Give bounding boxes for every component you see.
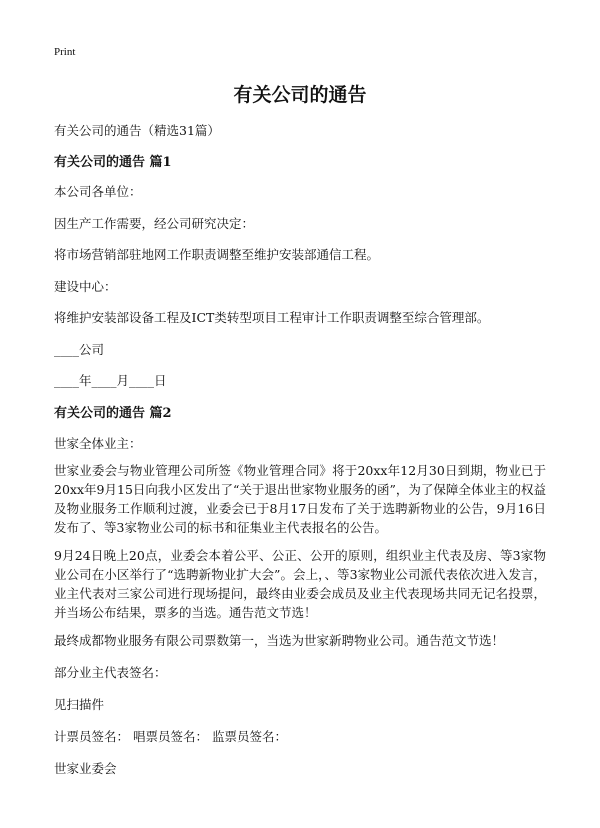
subtitle: 有关公司的通告（精选31篇） [54,123,220,138]
section-2-greeting: 世家全体业主： [54,436,142,451]
section-1-line: 将维护安装部设备工程及ICT类转型项目工程审计工作职责调整至综合管理部。 [54,310,490,325]
section-2-heading: 有关公司的通告 篇2 [54,406,172,421]
section-1-heading: 有关公司的通告 篇1 [54,155,172,170]
section-2-line: 世家业委会 [54,761,117,776]
section-1-line: 本公司各单位： [54,184,142,199]
section-2-paragraph: 最终成都物业服务有限公司票数第一，当选为世家新聘物业公司。通告范文节选！ [54,633,505,648]
section-2-paragraph: 世家业委会与物业管理公司所签《物业管理合同》将于20xx年12月30日到期，物业已于20xx年9月15日向我小区发出了“关于退出世家物业服务的函”，为了保障全体业主的权益及物业服务工作顺利过渡，业委会已于8月17日发布了关于选聘新物业的公告，9月16日发布了、等3家物业公司的标书和征集业主代表报名的公告。 [54,463,546,535]
signature-date-line: ____年____月____日 [54,373,167,388]
section-2-line: 见扫描件 [54,697,105,712]
print-label: Print [54,46,76,58]
section-1-line: 因生产工作需要，经公司研究决定： [54,216,255,231]
signature-company-line: ____公司 [54,342,105,357]
section-2-line: 部分业主代表签名： [54,665,167,680]
section-1-line: 将市场营销部驻地网工作职责调整至维护安装部通信工程。 [54,247,380,262]
page-title: 有关公司的通告 [233,84,367,106]
section-2-paragraph: 9月24日晚上20点，业委会本着公平、公正、公开的原则，组织业主代表及房、等3家物业公司在小区举行了“选聘新物业扩大会”。会上，、等3家物业公司派代表依次进入发言，业主代表对三家公司进行现场提问，最终由业委会成员及业主代表现场共同无记名投票，并当场公布结果，票多的当选。通告范文节选！ [54,548,546,620]
section-1-line: 建设中心： [54,279,117,294]
section-2-line: 计票员签名： 唱票员签名： 监票员签名： [54,729,287,744]
